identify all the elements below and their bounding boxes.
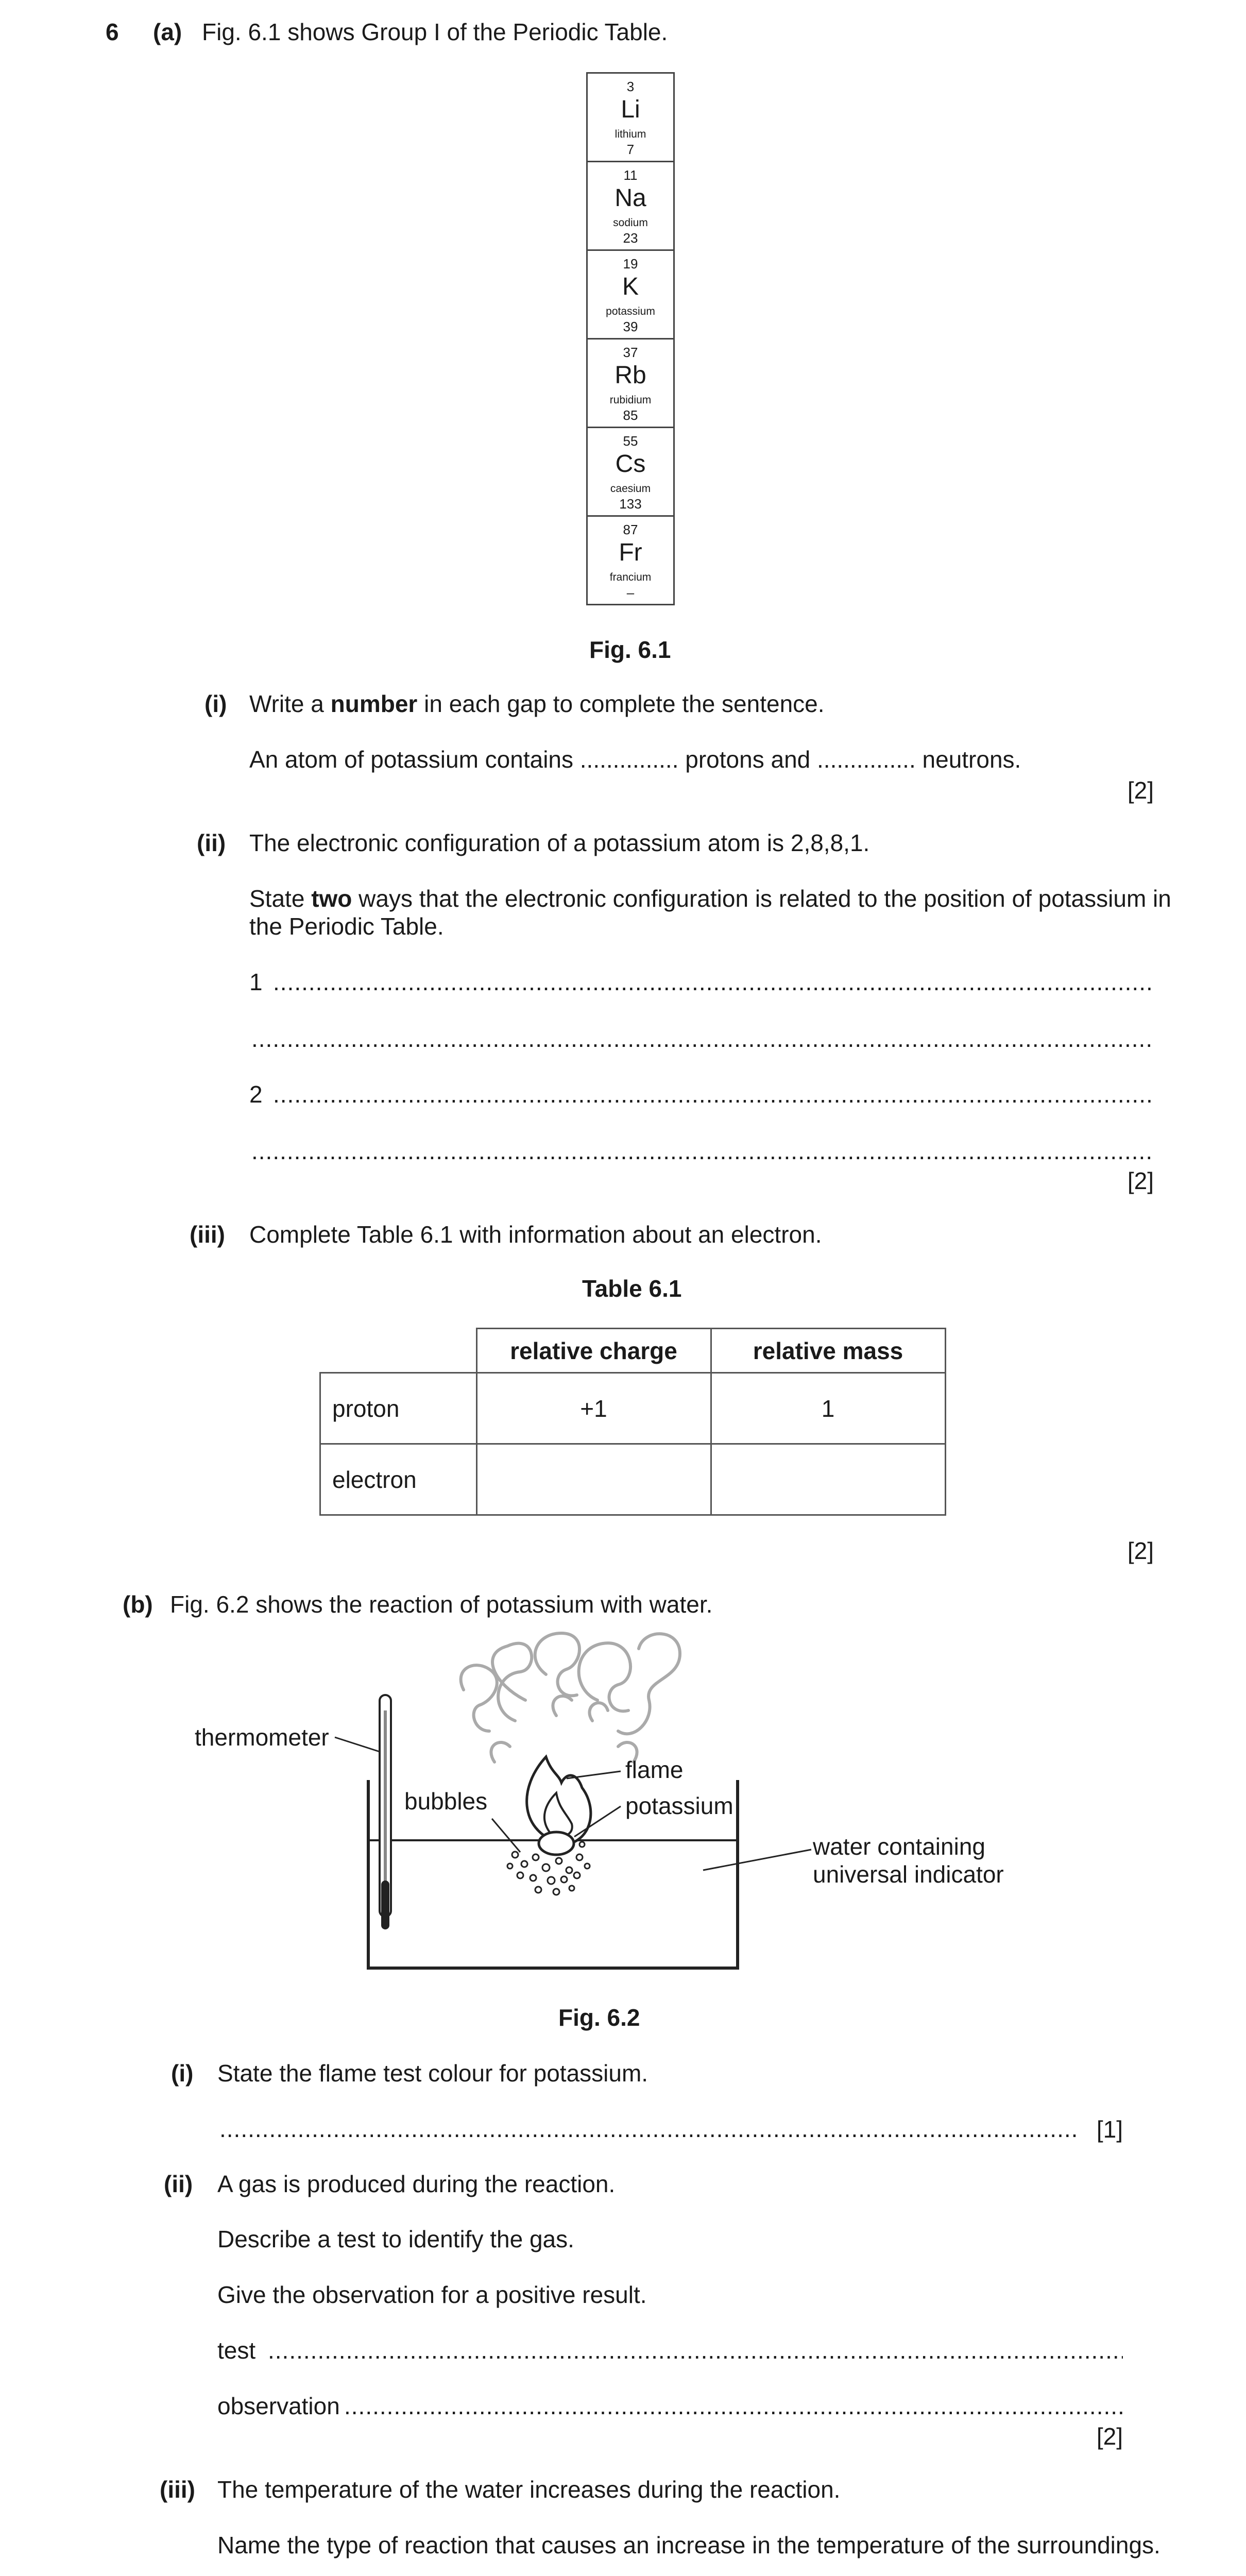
relative-atomic-mass: – [626, 585, 635, 600]
table-6-1 [319, 1328, 946, 1516]
potassium-lump-icon [539, 1832, 574, 1855]
label-water-line-1: water containing [813, 1833, 985, 1860]
b-ii-observation-answer-line[interactable] [344, 2393, 1123, 2420]
relative-atomic-mass: 133 [619, 496, 642, 512]
row-electron-label: electron [320, 1444, 477, 1515]
atomic-number: 11 [623, 167, 638, 183]
element-name: francium [609, 571, 652, 583]
potassium-water-diagram [0, 1623, 1246, 1994]
a-iii-mark: [2] [1127, 1537, 1154, 1564]
b-ii-stem: A gas is produced during the reaction. [217, 2171, 616, 2197]
element-cell [588, 162, 673, 251]
element-symbol: Li [621, 96, 640, 123]
a-ii-question: State two ways that the electronic configuration is related to the position of potassium in [249, 885, 1171, 912]
a-ii-stem: The electronic configuration of a potassium atom is 2,8,8,1. [249, 829, 870, 856]
part-b-intro: Fig. 6.2 shows the reaction of potassium with water. [170, 1591, 713, 1618]
thermometer-icon [380, 1695, 391, 1929]
b-ii-label: (ii) [164, 2171, 193, 2197]
a-ii-line-2-number: 2 [249, 1081, 263, 1108]
protons-answer-gap[interactable]: ............... [579, 746, 679, 773]
b-ii-q1: Describe a test to identify the gas. [217, 2226, 574, 2252]
element-cell [588, 340, 673, 428]
a-ii-answer-line-1a[interactable] [273, 969, 1154, 996]
a-i-label: (i) [204, 690, 227, 717]
part-a-label: (a) [153, 19, 182, 45]
atomic-number: 19 [623, 256, 638, 272]
b-ii-test-answer-line[interactable] [268, 2337, 1123, 2364]
b-i-label: (i) [171, 2060, 194, 2087]
fig-6-2-caption: Fig. 6.2 [558, 2004, 640, 2031]
fumes-icon [461, 1633, 680, 1762]
part-b-label: (b) [123, 1591, 153, 1618]
a-ii-answer-line-1b[interactable] [251, 1025, 1154, 1053]
a-i-mark: [2] [1127, 777, 1154, 804]
element-name: caesium [610, 483, 651, 495]
question-number: 6 [106, 19, 119, 45]
row-proton-label: proton [320, 1373, 477, 1444]
b-ii-observation-label: observation [217, 2393, 340, 2419]
fig-6-1-caption: Fig. 6.1 [589, 636, 671, 663]
atomic-number: 37 [623, 345, 638, 360]
b-i-answer-line[interactable] [219, 2115, 1079, 2143]
electron-relative-mass-cell[interactable] [711, 1444, 945, 1515]
element-symbol: K [622, 273, 639, 300]
proton-relative-mass: 1 [711, 1373, 945, 1444]
a-ii-question-line2: the Periodic Table. [249, 913, 444, 940]
label-bubbles: bubbles [404, 1788, 488, 1815]
element-symbol: Cs [615, 450, 646, 478]
atomic-number: 87 [623, 522, 638, 537]
element-name: sodium [613, 217, 648, 229]
a-ii-answer-line-2b[interactable] [251, 1138, 1154, 1165]
b-i-mark: [1] [1096, 2116, 1123, 2143]
element-name: rubidium [609, 394, 652, 406]
b-iii-label: (iii) [160, 2476, 195, 2503]
atomic-number: 3 [626, 79, 635, 94]
relative-atomic-mass: 39 [623, 319, 638, 334]
part-a-intro: Fig. 6.1 shows Group I of the Periodic Table. [202, 19, 668, 45]
neutrons-answer-gap[interactable]: ............... [817, 746, 916, 773]
relative-atomic-mass: 23 [623, 230, 638, 246]
label-flame: flame [625, 1756, 684, 1783]
atomic-number: 55 [623, 433, 638, 449]
element-symbol: Rb [615, 362, 646, 389]
a-iii-label: (iii) [190, 1221, 225, 1248]
a-ii-label: (ii) [197, 829, 226, 856]
label-thermometer: thermometer [195, 1724, 329, 1751]
a-iii-question: Complete Table 6.1 with information about an electron. [249, 1221, 822, 1248]
a-ii-line-1-number: 1 [249, 969, 263, 995]
b-iii-question: Name the type of reaction that causes an increase in the temperature of the surroundings. [217, 2532, 1160, 2558]
b-ii-mark: [2] [1096, 2423, 1123, 2450]
element-cell [588, 251, 673, 340]
a-ii-mark: [2] [1127, 1167, 1154, 1194]
b-i-question: State the flame test colour for potassium. [217, 2060, 648, 2087]
element-name: potassium [606, 306, 655, 317]
table-corner [320, 1329, 477, 1373]
header-relative-mass: relative mass [711, 1329, 945, 1373]
element-symbol: Na [615, 184, 646, 212]
element-cell [588, 74, 673, 162]
table-6-1-caption: Table 6.1 [582, 1275, 682, 1302]
a-ii-answer-line-2a[interactable] [273, 1081, 1154, 1108]
element-cell [588, 428, 673, 517]
element-name: lithium [615, 128, 646, 140]
group-one-table [586, 72, 675, 605]
electron-relative-charge-cell[interactable] [476, 1444, 711, 1515]
label-water-line-2: universal indicator [813, 1861, 1004, 1888]
b-iii-stem: The temperature of the water increases during the reaction. [217, 2476, 841, 2503]
element-cell [588, 517, 673, 605]
b-ii-q2: Give the observation for a positive result. [217, 2281, 647, 2308]
a-i-sentence: An atom of potassium contains ............... protons and ............... neutrons. [249, 746, 1021, 773]
label-potassium: potassium [625, 1792, 733, 1819]
proton-relative-charge: +1 [476, 1373, 711, 1444]
header-relative-charge: relative charge [476, 1329, 711, 1373]
relative-atomic-mass: 85 [623, 408, 638, 423]
element-symbol: Fr [619, 539, 642, 566]
b-ii-test-label: test [217, 2337, 256, 2364]
relative-atomic-mass: 7 [626, 142, 635, 157]
a-i-question: Write a number in each gap to complete the sentence. [249, 690, 825, 717]
